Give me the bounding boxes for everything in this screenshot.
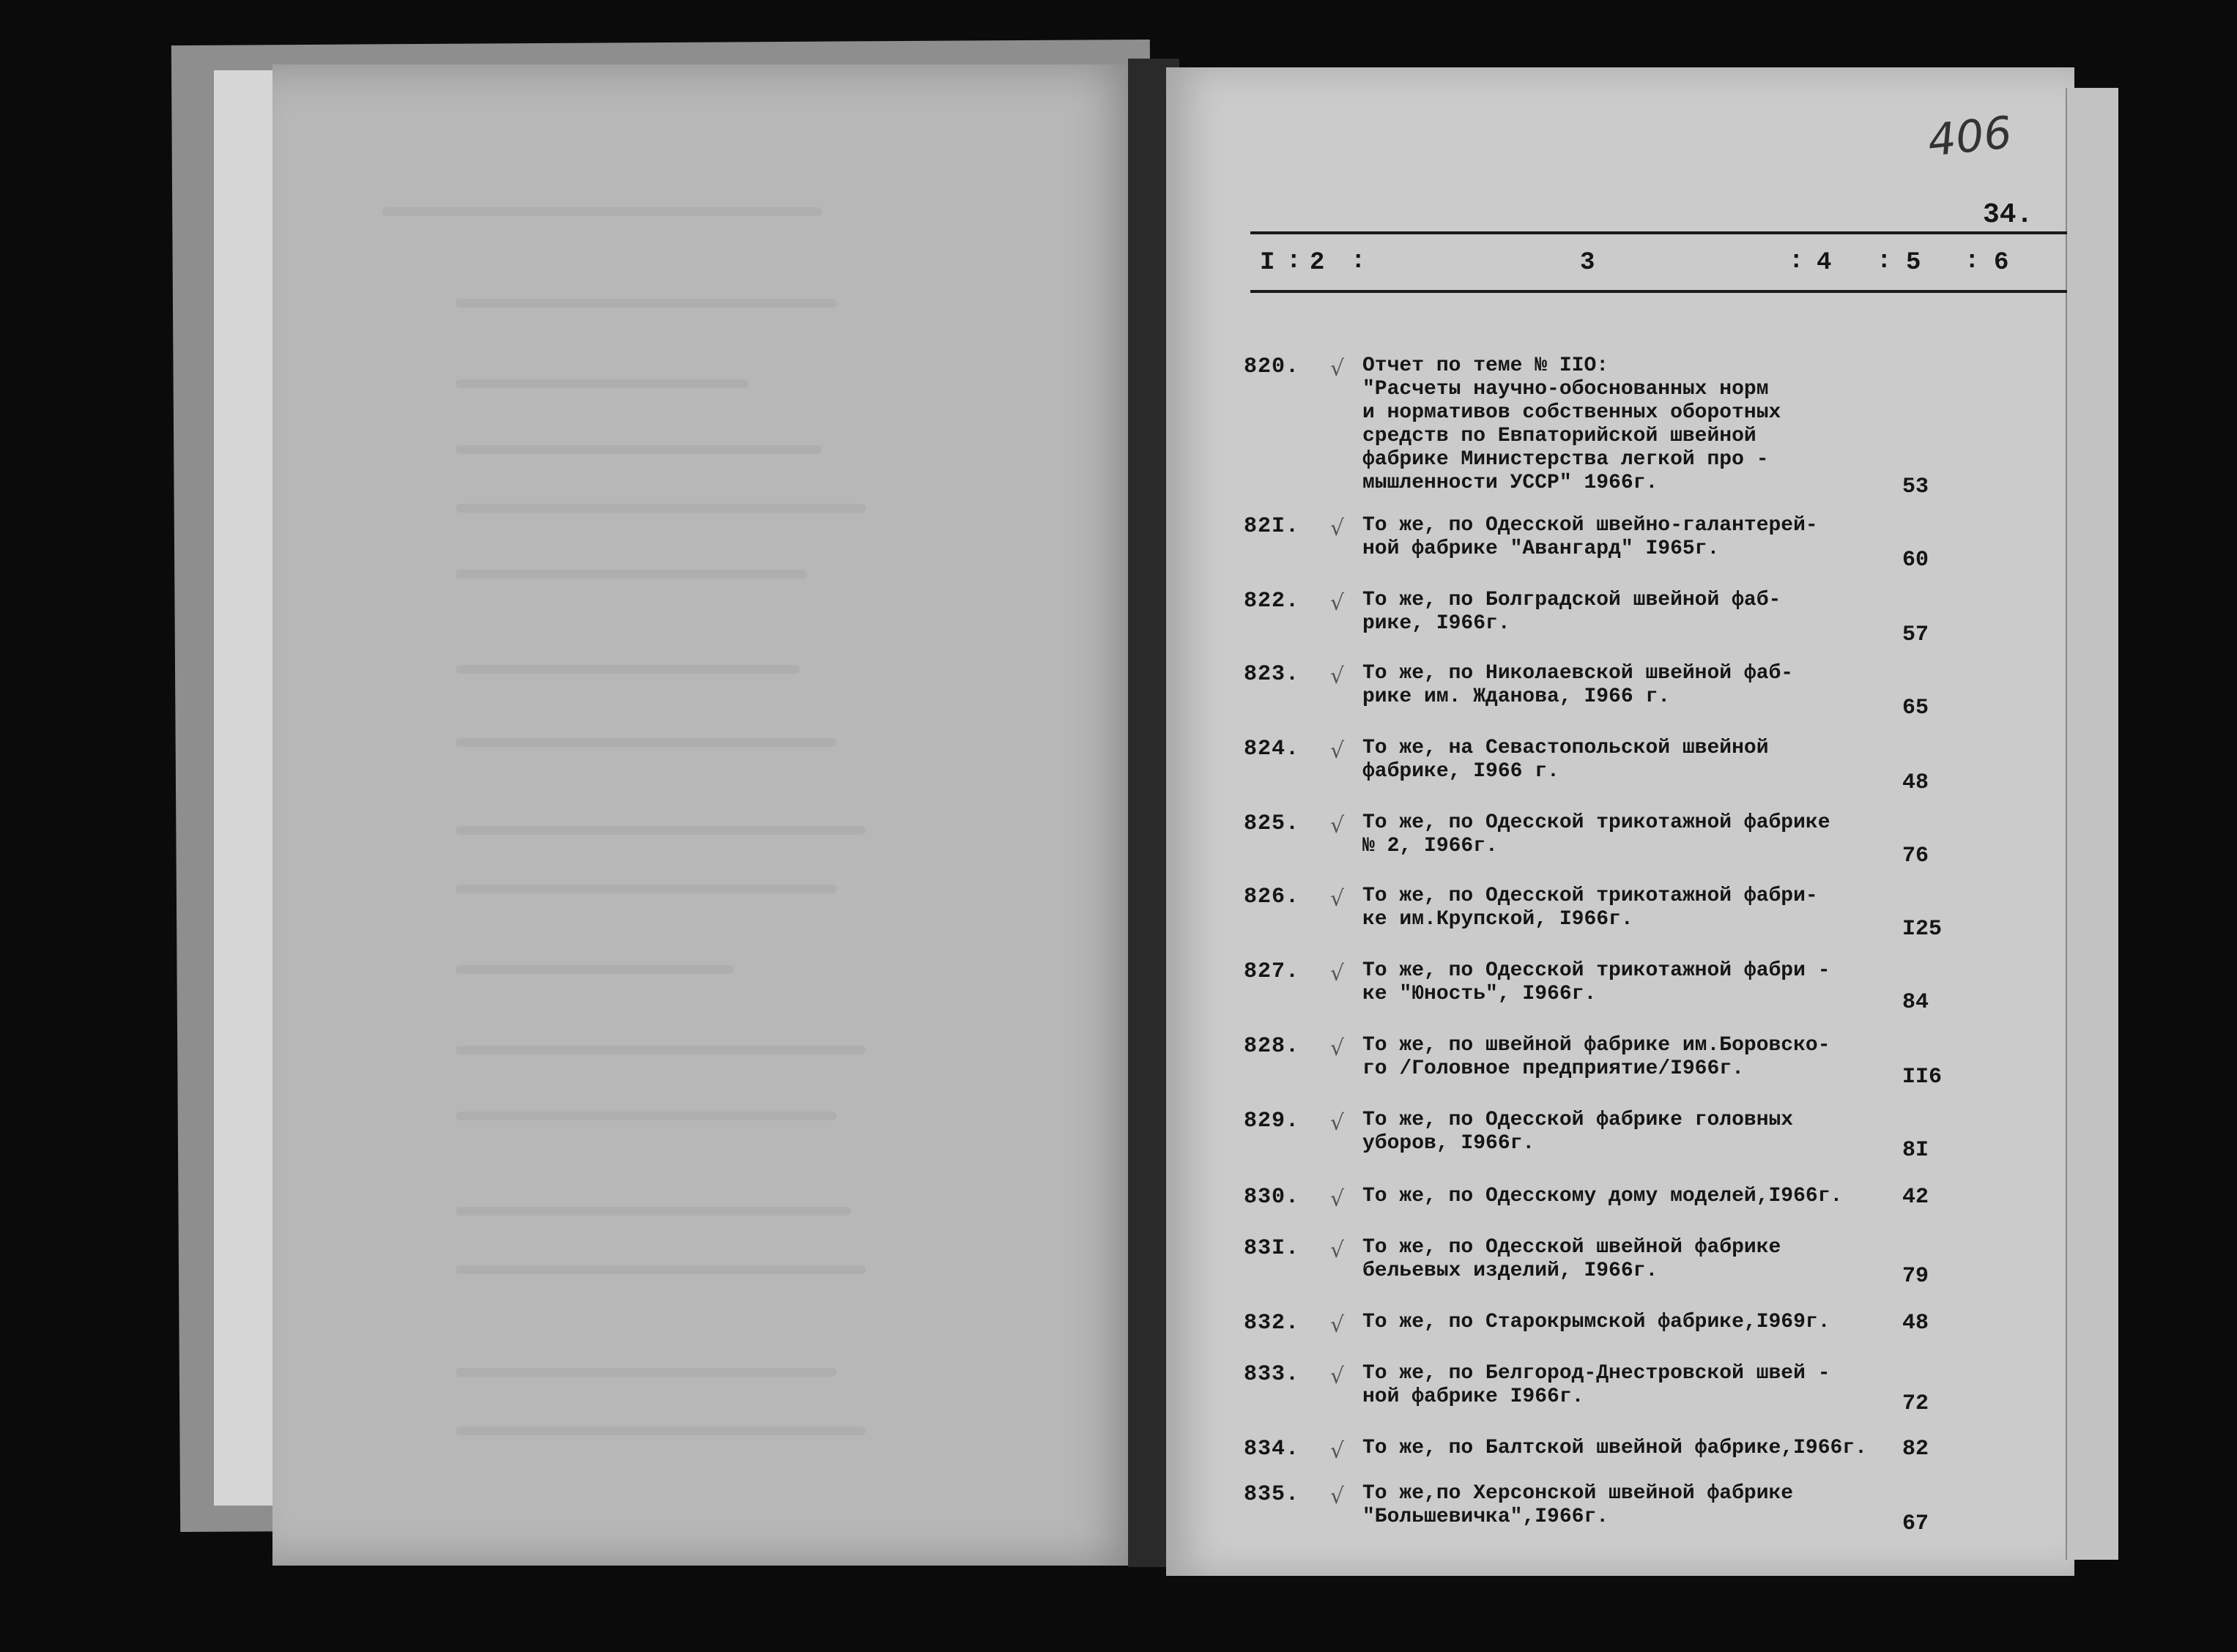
entry-description: То же, по Одесской трикотажной фабри - ке "Юность", I966г. xyxy=(1362,959,1830,1005)
column-header-2: 2 xyxy=(1310,249,1325,277)
checkmark-icon: √ xyxy=(1330,590,1345,616)
column-header-3: 3 xyxy=(1580,249,1595,277)
entry-description: То же,по Херсонской швейной фабрике "Большевичка",I966г. xyxy=(1362,1482,1794,1528)
inventory-page xyxy=(1166,67,2074,1576)
entry-sheet-count: II6 xyxy=(1902,1065,1943,1090)
bleed-through-line xyxy=(456,1265,866,1274)
entry-sheet-count: 76 xyxy=(1902,844,1929,868)
entry-number: 826. xyxy=(1244,885,1300,909)
entry-description: То же, по Одесской трикотажной фабри- ке им.Крупской, I966г. xyxy=(1362,885,1818,931)
entry-number: 823. xyxy=(1244,662,1300,687)
page-number: 34. xyxy=(1983,199,2033,231)
bleed-through-line xyxy=(456,738,836,747)
bleed-through-line xyxy=(456,826,866,835)
bleed-through-line xyxy=(456,1207,851,1216)
bleed-through-line xyxy=(456,379,749,388)
checkmark-icon: √ xyxy=(1330,1363,1345,1389)
checkmark-icon: √ xyxy=(1330,1110,1345,1136)
entry-number: 827. xyxy=(1244,959,1300,984)
checkmark-icon: √ xyxy=(1330,356,1345,382)
entry-description: То же, по Одесскому дому моделей,I966г. xyxy=(1362,1185,1843,1208)
bleed-through-line xyxy=(456,1046,866,1054)
checkmark-icon: √ xyxy=(1330,813,1345,838)
column-separator: : xyxy=(1789,248,1804,275)
bleed-through-line xyxy=(456,965,734,974)
header-top-rule xyxy=(1250,231,2067,234)
column-separator: : xyxy=(1351,248,1366,275)
entry-sheet-count: 53 xyxy=(1902,475,1929,499)
bleed-through-line xyxy=(382,207,822,216)
checkmark-icon: √ xyxy=(1330,961,1345,986)
bleed-through-line xyxy=(456,504,866,513)
entry-description: То же, по Болградской швейной фаб- рике, I966г. xyxy=(1362,589,1781,635)
entry-sheet-count: 82 xyxy=(1902,1437,1929,1462)
checkmark-icon: √ xyxy=(1330,1312,1345,1338)
entry-number: 834. xyxy=(1244,1437,1300,1462)
checkmark-icon: √ xyxy=(1330,1438,1345,1464)
left-page xyxy=(272,64,1144,1566)
entry-sheet-count: 67 xyxy=(1902,1511,1929,1536)
entry-description: То же, по швейной фабрике им.Боровско- го /Головное предприятие/I966г. xyxy=(1362,1034,1830,1080)
entry-description: То же, на Севастопольской швейной фабрике, I966 г. xyxy=(1362,737,1769,783)
bleed-through-line xyxy=(456,570,807,578)
checkmark-icon: √ xyxy=(1330,1238,1345,1263)
checkmark-icon: √ xyxy=(1330,516,1345,541)
handwritten-page-number: 406 xyxy=(1925,107,2014,167)
entry-number: 835. xyxy=(1244,1482,1300,1507)
entry-sheet-count: 65 xyxy=(1902,696,1929,721)
column-separator: : xyxy=(1965,248,1980,275)
entry-sheet-count: 72 xyxy=(1902,1391,1929,1416)
column-separator: : xyxy=(1286,248,1302,275)
entry-description: То же, по Одесской трикотажной фабрике № 2, I966г. xyxy=(1362,811,1830,857)
entry-sheet-count: 57 xyxy=(1902,622,1929,647)
entry-description: То же, по Николаевской швейной фаб- рике им. Жданова, I966 г. xyxy=(1362,662,1794,708)
column-header-1: I xyxy=(1260,249,1275,277)
entry-number: 822. xyxy=(1244,589,1300,614)
entry-description: То же, по Балтской швейной фабрике,I966г. xyxy=(1362,1437,1867,1459)
entry-number: 83I. xyxy=(1244,1236,1300,1261)
checkmark-icon: √ xyxy=(1330,663,1345,689)
entry-sheet-count: I25 xyxy=(1902,917,1943,942)
entry-number: 828. xyxy=(1244,1034,1300,1059)
checkmark-icon: √ xyxy=(1330,886,1345,912)
entry-sheet-count: 79 xyxy=(1902,1264,1929,1289)
entry-sheet-count: 48 xyxy=(1902,1311,1929,1336)
entry-description: То же, по Одесской швейной фабрике бельевых изделий, I966г. xyxy=(1362,1236,1781,1282)
column-separator: : xyxy=(1877,248,1892,275)
entry-sheet-count: 8I xyxy=(1902,1138,1929,1163)
bleed-through-line xyxy=(456,445,822,454)
entry-sheet-count: 42 xyxy=(1902,1185,1929,1210)
entry-number: 829. xyxy=(1244,1109,1300,1134)
entry-description: Отчет по теме № IIO: "Расчеты научно-обоснованных норм и нормативов собственных оборотных средств по Евпаторийской швейной фабрике Министерства легкой про - мышленности УССР" 1966г. xyxy=(1362,354,1781,494)
checkmark-icon: √ xyxy=(1330,1186,1345,1212)
entry-sheet-count: 84 xyxy=(1902,990,1929,1015)
entry-number: 82I. xyxy=(1244,514,1300,539)
entry-number: 824. xyxy=(1244,737,1300,762)
bleed-through-line xyxy=(456,665,800,674)
header-bottom-rule xyxy=(1250,290,2067,293)
column-header-5: 5 xyxy=(1906,249,1921,277)
entry-sheet-count: 60 xyxy=(1902,548,1929,573)
entry-description: То же, по Одесской швейно-галантерей- ной фабрике "Авангард" I965г. xyxy=(1362,514,1818,560)
entry-number: 830. xyxy=(1244,1185,1300,1210)
checkmark-icon: √ xyxy=(1330,1035,1345,1061)
entry-sheet-count: 48 xyxy=(1902,770,1929,795)
bleed-through-line xyxy=(456,299,836,308)
checkmark-icon: √ xyxy=(1330,738,1345,764)
bleed-through-line xyxy=(456,1112,836,1120)
entry-description: То же, по Одесской фабрике головных уборов, I966г. xyxy=(1362,1109,1794,1155)
entry-number: 825. xyxy=(1244,811,1300,836)
bleed-through-line xyxy=(456,1368,836,1377)
bleed-through-line xyxy=(456,1426,866,1435)
entry-number: 833. xyxy=(1244,1362,1300,1387)
bleed-through-line xyxy=(456,885,836,893)
entry-description: То же, по Старокрымской фабрике,I969г. xyxy=(1362,1311,1830,1333)
column-header-4: 4 xyxy=(1817,249,1832,277)
entry-row xyxy=(1166,354,2074,501)
column-header-6: 6 xyxy=(1994,249,2009,277)
entry-description: То же, по Белгород-Днестровской швей - ной фабрике I966г. xyxy=(1362,1362,1830,1408)
entry-number: 820. xyxy=(1244,354,1300,379)
entry-number: 832. xyxy=(1244,1311,1300,1336)
checkmark-icon: √ xyxy=(1330,1484,1345,1509)
